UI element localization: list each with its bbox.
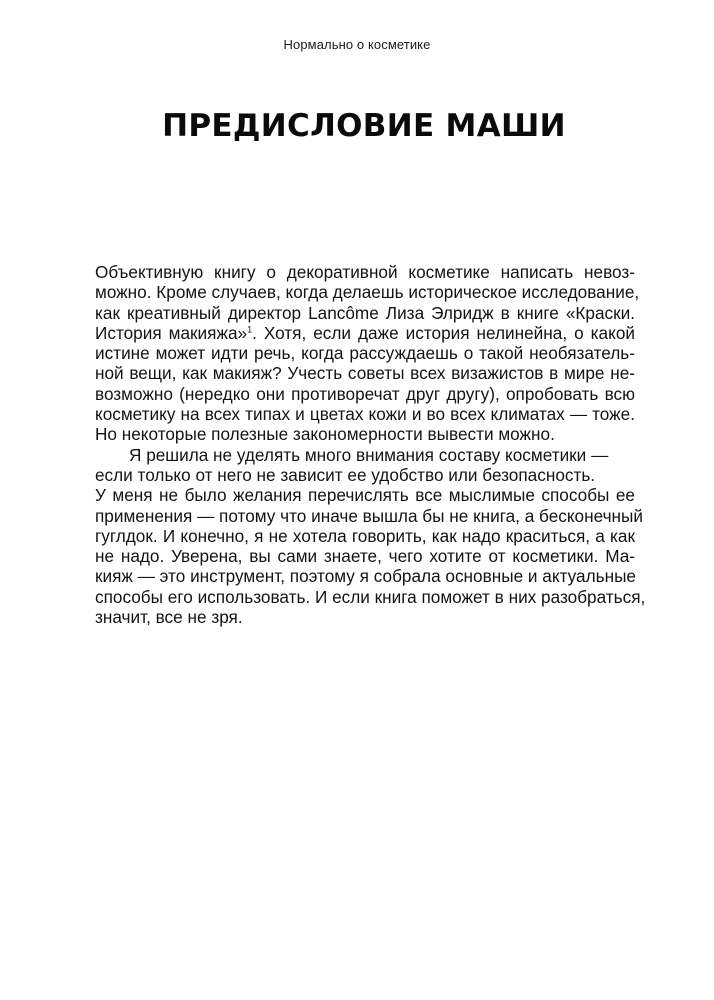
text-fragment: . Хотя, если даже история нелинейна, о какой xyxy=(252,322,635,343)
text-line: гуглдок. И конечно, я не хотела говорить, как надо краситься, а как xyxy=(95,525,635,546)
body-text xyxy=(95,262,646,628)
chapter-title: ПРЕДИСЛОВИЕ МАШИ xyxy=(162,108,566,144)
running-header: Нормально о косметике xyxy=(283,37,431,52)
text-line: Но некоторые полезные закономерности вывести можно. xyxy=(95,424,555,445)
text-line: как креативный директор Lancôme Лиза Элридж в книге «Краски. xyxy=(95,302,635,323)
text-line: способы его использовать. И если книга поможет в них разобраться, xyxy=(95,586,646,607)
text-line: истине может идти речь, когда рассуждаешь о такой необязатель- xyxy=(95,343,635,364)
text-line: Объективную книгу о декоративной косметике написать невоз- xyxy=(95,262,635,282)
text-line: можно. Кроме случаев, когда делаешь историческое исследование, xyxy=(95,282,640,303)
text-line: ной вещи, как макияж? Учесть советы всех визажистов в мире не- xyxy=(95,363,635,384)
text-line: косметику на всех типах и цветах кожи и во всех климатах — тоже. xyxy=(95,404,635,425)
text-line: кияж — это инструмент, поэтому я собрала основные и актуальные xyxy=(95,566,636,587)
text-line: если только от него не зависит ее удобство или безопасность. xyxy=(95,464,596,485)
text-line: У меня не было желания перечислять все мыслимые способы ее xyxy=(95,485,635,506)
text-line: Я решила не уделять много внимания составу косметики — xyxy=(129,444,609,465)
text-line: применения — потому что иначе вышла бы не книга, а бесконечный xyxy=(95,505,644,526)
book-title-text: История макияжа» xyxy=(95,322,248,343)
text-line: возможно (нередко они противоречат друг другу), опробовать всю xyxy=(95,383,635,404)
footnote-ref[interactable]: 1 xyxy=(247,324,253,335)
text-line xyxy=(95,323,635,343)
text-line: значит, все не зря. xyxy=(95,607,243,628)
text-line: не надо. Уверена, вы сами знаете, чего хотите от косметики. Ма- xyxy=(95,546,635,567)
